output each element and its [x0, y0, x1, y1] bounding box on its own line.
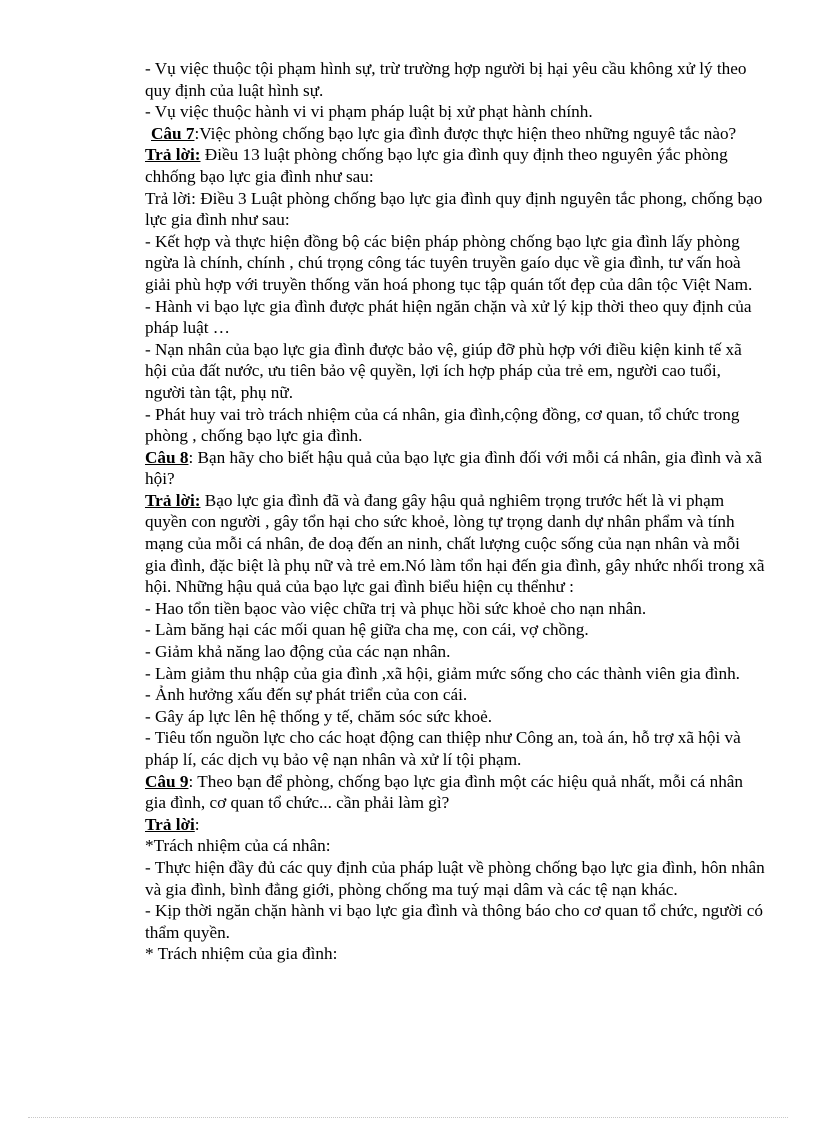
question-text: : Theo bạn để phòng, chống bạo lực gia đình một các hiệu quả nhất, mỗi cá nhân gia đình, cơ quan tổ chức... cần phải làm gì? — [145, 771, 744, 813]
answer-7 — [145, 144, 765, 187]
list-item: - Thực hiện đầy đủ các quy định của pháp luật về phòng chống bạo lực gia đình, hôn nhân và gia đình, bình đẳng giới, phòng chống ma tuý mại dâm và các tệ nạn khác. — [145, 857, 765, 899]
list-item: - Ảnh hưởng xấu đến sự phát triển của con cái. — [145, 685, 468, 705]
list-item: - Làm giảm thu nhập của gia đình ,xã hội, giảm mức sống cho các thành viên gia đình. — [145, 663, 740, 683]
question-text: :Việc phòng chống bạo lực gia đình được thực hiện theo những nguyê tắc nào? — [194, 123, 737, 143]
section-heading: * Trách nhiệm của gia đình: — [145, 944, 338, 964]
answer-label: Trả lời: — [145, 490, 201, 510]
answer-label: Trả lời — [145, 814, 195, 834]
question-text: : Bạn hãy cho biết hậu quả của bạo lực gia đình đối với mỗi cá nhân, gia đình và xã hội? — [145, 447, 762, 489]
list-item: - Hành vi bạo lực gia đình được phát hiện ngăn chặn và xử lý kịp thời theo quy định của pháp luật … — [145, 296, 752, 338]
list-item: - Nạn nhân của bạo lực gia đình được bảo vệ, giúp đỡ phù hợp với điều kiện kinh tế xã hội của đất nước, ưu tiên bảo vệ quyền, lợi ích hợp pháp của trẻ em, người cao tuổi, người tàn tật, phụ nữ. — [145, 339, 742, 402]
list-item: - Tiêu tốn nguồn lực cho các hoạt động can thiệp như Công an, toà án, hỗ trợ xã hội và pháp lí, các dịch vụ bảo vệ nạn nhân và xử lí tội phạm. — [145, 728, 741, 769]
section-heading: *Trách nhiệm của cá nhân: — [145, 836, 331, 856]
list-item: - Phát huy vai trò trách nhiệm của cá nhân, gia đình,cộng đồng, cơ quan, tổ chức trong phòng , chống bạo lực gia đình. — [145, 404, 740, 446]
question-7 — [145, 123, 765, 145]
answer-text: Điều 13 luật phòng chống bạo lực gia đình quy định theo nguyên ýắc phòng chhống bạo lực gia đình như sau: — [145, 145, 728, 186]
page-bottom-divider — [28, 1117, 788, 1118]
question-8 — [145, 447, 765, 490]
list-item: - Gây áp lực lên hệ thống y tế, chăm sóc sức khoẻ. — [145, 706, 492, 726]
question-label: Câu 9 — [145, 771, 189, 791]
list-item: - Kết hợp và thực hiện đồng bộ các biện pháp phòng chống bạo lực gia đình lấy phòng ngừa là chính, chính , chú trọng công tác tuyên truyền gaío dục về gia đình, tư vấn hoà giải phù hợp với truyền thống văn hoá phong tục tập quán tốt đẹp của dân tộc Việt Nam. — [145, 231, 753, 294]
list-item: - Hao tổn tiền bạoc vào việc chữa trị và phục hồi sức khoẻ cho nạn nhân. — [145, 598, 647, 618]
question-label: Câu 7 — [151, 123, 195, 143]
paragraph: Trả lời: Điều 3 Luật phòng chống bạo lực gia đình quy định nguyên tắc phong, chống bạo lực gia đình như sau: — [145, 188, 763, 230]
list-item: - Giảm khả năng lao động của các nạn nhân. — [145, 642, 451, 662]
answer-label: Trả lời: — [145, 145, 201, 165]
answer-9 — [145, 814, 765, 836]
question-9 — [145, 771, 765, 814]
paragraph: - Vụ việc thuộc tội phạm hình sự, trừ trường hợp người bị hại yêu cầu không xử lý theo quy định của luật hình sự. — [145, 59, 747, 100]
paragraph: - Vụ việc thuộc hành vi vi phạm pháp luật bị xử phạt hành chính. — [145, 102, 593, 122]
answer-colon: : — [194, 814, 200, 834]
list-item: - Làm băng hại các mối quan hệ giữa cha mẹ, con cái, vợ chồng. — [145, 620, 589, 640]
list-item: - Kịp thời ngăn chặn hành vi bạo lực gia đình và thông báo cho cơ quan tổ chức, người có thẩm quyền. — [145, 901, 763, 942]
answer-8 — [145, 490, 765, 598]
document-page — [145, 58, 765, 965]
answer-text: Bạo lực gia đình đã và đang gây hậu quả nghiêm trọng trước hết là vi phạm quyền con người , gây tổn hại cho sức khoẻ, lòng tự trọng danh dự nhân phẩm và tính mạng của mỗi cá nhân, đe doạ đến an ninh, chất lượng cuộc sống của nạn nhân và mỗi gia đình, đặc biệt là phụ nữ và trẻ em.Nó làm tổn hại đến gia đình, gây nhức nhối trong xã hội. Những hậu quả của bạo lực gai đình biểu hiện cụ thểnhư : — [145, 490, 765, 597]
question-label: Câu 8 — [145, 447, 189, 467]
